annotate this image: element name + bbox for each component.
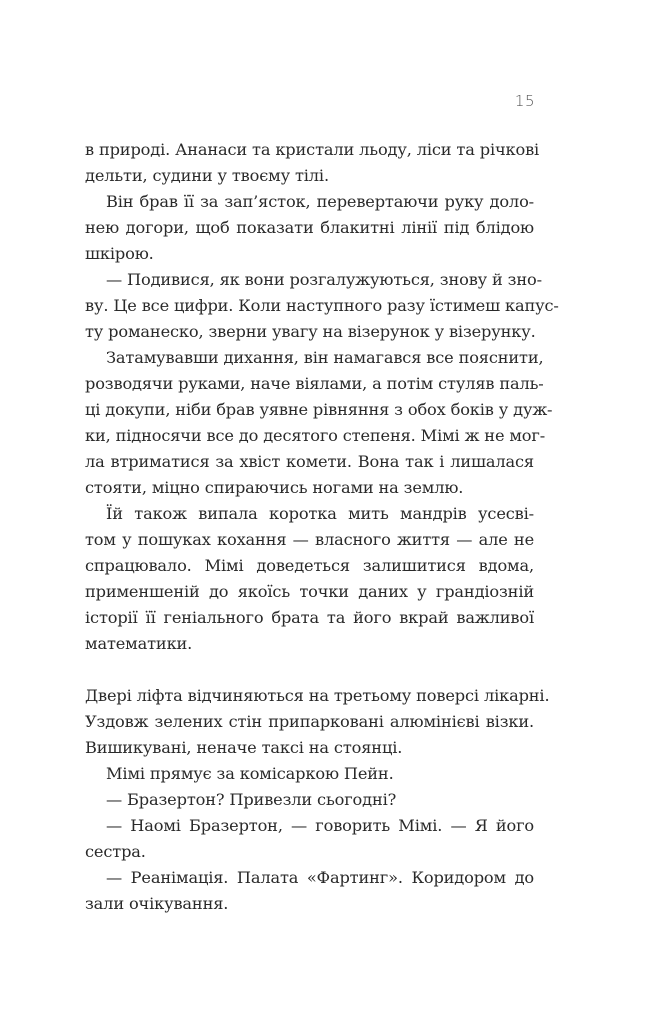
- section-break: [85, 657, 534, 683]
- text-line: ки, підносячи все до десятого степеня. Мімі ж не мог-: [85, 426, 546, 445]
- text-line: ту романеско, зверни увагу на візерунок у візерунку.: [85, 322, 536, 341]
- text-line: дельти, судини у твоєму тілі.: [85, 166, 329, 185]
- paragraph: [85, 501, 534, 657]
- paragraph: [85, 813, 534, 865]
- paragraph: [85, 761, 534, 787]
- text-line: стояти, міцно спираючись ногами на землю.: [85, 478, 464, 497]
- paragraph: [85, 865, 534, 917]
- paragraph: [85, 345, 553, 501]
- text-line: зали очікування.: [85, 894, 229, 913]
- text-line: ла втриматися за хвіст комети. Вона так і лишалася: [85, 452, 534, 471]
- text-line: — Наомі Бразертон, — говорить Мімі. — Я його: [106, 816, 534, 835]
- text-line: спрацювало. Мімі доведеться залишитися вдома,: [85, 556, 534, 575]
- text-line: — Подивися, як вони розгалужуються, знову й зно-: [106, 270, 542, 289]
- text-line: розводячи руками, наче віялами, а потім стуляв паль-: [85, 374, 544, 393]
- text-line: Їй також випала коротка мить мандрів усесві-: [106, 504, 534, 523]
- text-line: — Бразертон? Привезли сьогодні?: [106, 790, 397, 809]
- text-line: Вишикувані, неначе таксі на стоянці.: [85, 738, 403, 757]
- text-line: Двері ліфта відчиняються на третьому поверсі лікарні.: [85, 686, 550, 705]
- paragraph: [85, 267, 559, 345]
- text-line: в природі. Ананаси та кристали льоду, ліси та річкові: [85, 140, 540, 159]
- text-line: шкірою.: [85, 244, 154, 263]
- text-line: Мімі прямує за комісаркою Пейн.: [106, 764, 394, 783]
- text-line: Затамувавши дихання, він намагався все пояснити,: [106, 348, 544, 367]
- body-text: [85, 137, 559, 917]
- paragraph: [85, 189, 534, 267]
- text-line: математики.: [85, 634, 193, 653]
- page-number: 15: [514, 92, 535, 110]
- text-line: сестра.: [85, 842, 146, 861]
- text-line: ці докупи, ніби брав уявне рівняння з обох боків у дуж-: [85, 400, 553, 419]
- text-line: історії її геніального брата та його вкрай важливої: [85, 608, 534, 627]
- text-line: ву. Це все цифри. Коли наступного разу їстимеш капус-: [85, 296, 559, 315]
- text-line: том у пошуках кохання — власного життя — але не: [85, 530, 534, 549]
- paragraph: [85, 683, 550, 761]
- paragraph: [85, 787, 534, 813]
- text-line: применшеній до якоїсь точки даних у грандіозній: [85, 582, 534, 601]
- text-line: нею догори, щоб показати блакитні лінії під блідою: [85, 218, 534, 237]
- text-line: Уздовж зелених стін припарковані алюмінієві візки.: [85, 712, 534, 731]
- text-line: — Реанімація. Палата «Фартинг». Коридором до: [106, 868, 534, 887]
- paragraph: [85, 137, 540, 189]
- text-line: Він брав її за зап’ясток, перевертаючи руку доло-: [106, 192, 534, 211]
